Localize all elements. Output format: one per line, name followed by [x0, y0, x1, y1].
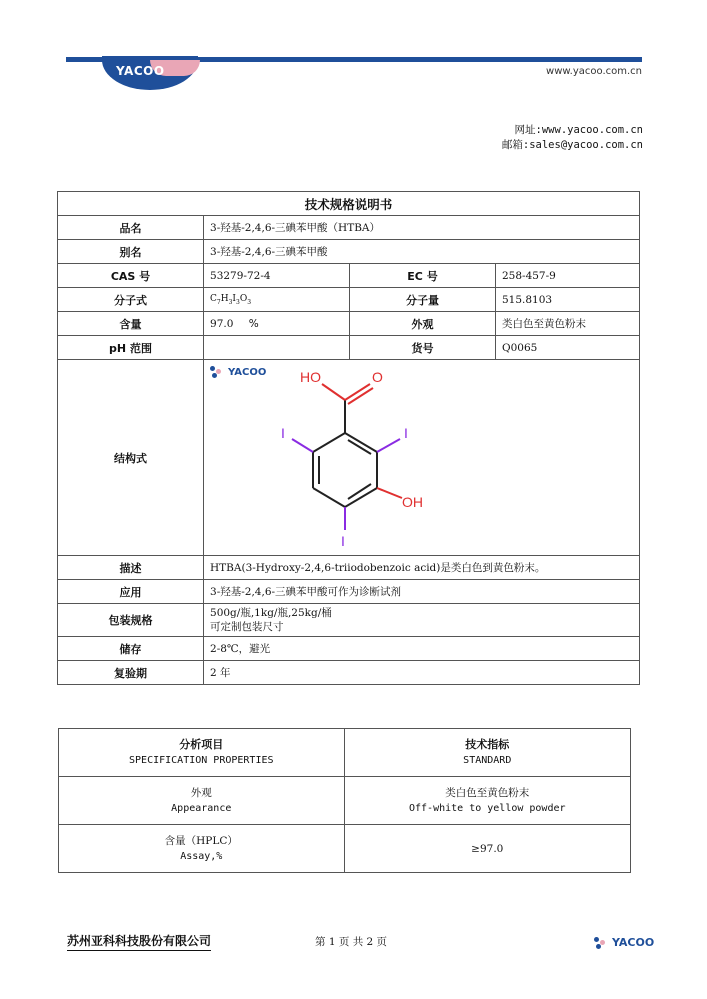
footer-logo-text: YACOO: [612, 936, 655, 949]
storage-value: 2-8℃，避光: [204, 637, 640, 661]
analysis-row: [59, 777, 631, 825]
analysis-item-en: Appearance: [171, 802, 232, 814]
description-label: 描述: [58, 556, 204, 580]
logo-dots-icon: [210, 366, 226, 378]
formula-i: I: [232, 293, 236, 304]
atom-oh-label: OH: [402, 494, 424, 510]
item-no-value: Q0065: [495, 336, 639, 360]
product-name-value: 3-羟基-2,4,6-三碘苯甲酸（HTBA）: [204, 216, 640, 240]
content-unit: %: [248, 317, 259, 330]
appearance-value: 类白色至黄色粉末: [495, 312, 639, 336]
footer-logo: [594, 936, 654, 949]
footer-page-number: 第 1 页 共 2 页: [315, 936, 388, 948]
analysis-item-cn: 外观: [190, 786, 212, 799]
atom-i-left-label: I: [281, 425, 285, 441]
atom-o-label: O: [372, 369, 383, 385]
cas-label: CAS 号: [58, 264, 204, 288]
application-label: 应用: [58, 580, 204, 604]
structure-cell: [204, 360, 640, 556]
formula-h: H: [220, 293, 229, 304]
formula-c-count: 7: [216, 298, 221, 306]
formula-h-count: 3: [228, 298, 233, 306]
structure-label: 结构式: [58, 360, 204, 556]
ec-label: EC 号: [350, 264, 496, 288]
header-site-url[interactable]: www.yacoo.com.cn: [546, 66, 642, 77]
storage-label: 储存: [58, 637, 204, 661]
retest-value: 2 年: [204, 661, 640, 685]
cas-value: 53279-72-4: [204, 264, 350, 288]
structure-diagram: [204, 360, 636, 555]
analysis-header-standard: [344, 729, 630, 777]
analysis-row-standard: [344, 777, 630, 825]
analysis-header-item-cn: 分析项目: [179, 737, 224, 751]
application-value: 3-羟基-2,4,6-三碘苯甲酸可作为诊断试剂: [204, 580, 640, 604]
package-line-1: 500g/瓶,1kg/瓶,25kg/桶: [210, 607, 332, 619]
package-label: 包装规格: [58, 604, 204, 637]
item-no-label: 货号: [350, 336, 496, 360]
footer-logo-dots-icon: [594, 937, 610, 949]
analysis-item-cn: 含量（HPLC）: [164, 834, 238, 847]
atom-i-bottom-label: I: [341, 533, 345, 549]
analysis-row-standard: [344, 825, 630, 873]
retest-label: 复验期: [58, 661, 204, 685]
spec-title: 技术规格说明书: [58, 192, 640, 216]
description-value: HTBA(3-Hydroxy-2,4,6-triiodobenzoic acid)是类白色到黄色粉末。: [204, 556, 640, 580]
analysis-row-item: [59, 777, 345, 825]
content-value: 97.0: [210, 317, 234, 330]
analysis-item-en: Assay,%: [180, 850, 223, 862]
ph-label: pH 范围: [58, 336, 204, 360]
formula-c: C: [210, 293, 217, 304]
ec-value: 258-457-9: [495, 264, 639, 288]
formula-label: 分子式: [58, 288, 204, 312]
header-logo-text: YACOO: [116, 64, 165, 78]
atom-ho-label: HO: [300, 369, 322, 385]
mw-value: 515.8103: [495, 288, 639, 312]
analysis-standard-cn: 类白色至黄色粉末: [445, 786, 530, 799]
analysis-table: [58, 728, 631, 873]
package-line-2: 可定制包装尺寸: [210, 621, 284, 633]
contact-website[interactable]: 网址:www.yacoo.com.cn: [514, 124, 643, 136]
appearance-label: 外观: [350, 312, 496, 336]
analysis-standard-en: Off-white to yellow powder: [408, 802, 566, 814]
analysis-row-item: [59, 825, 345, 873]
content-cell: [204, 312, 350, 336]
atom-i-right-label: I: [404, 425, 408, 441]
structure-logo-text: YACOO: [228, 366, 267, 378]
formula-value: [204, 288, 350, 312]
spec-table: [57, 191, 640, 685]
alias-value: 3-羟基-2,4,6-三碘苯甲酸: [204, 240, 640, 264]
analysis-header-item: [59, 729, 345, 777]
formula-i-count: 3: [235, 298, 240, 306]
structure-logo: [210, 366, 266, 378]
analysis-standard-cn: ≥97.0: [471, 842, 504, 855]
analysis-row: [59, 825, 631, 873]
contact-email[interactable]: 邮箱:sales@yacoo.com.cn: [501, 139, 643, 151]
analysis-header-item-en: SPECIFICATION PROPERTIES: [129, 754, 274, 766]
formula-o: O: [239, 293, 248, 304]
footer-company: 苏州亚科科技股份有限公司: [67, 932, 211, 951]
package-value: [204, 604, 640, 637]
ph-value: [204, 336, 350, 360]
formula-o-count: 3: [247, 298, 252, 306]
content-label: 含量: [58, 312, 204, 336]
alias-label: 别名: [58, 240, 204, 264]
product-name-label: 品名: [58, 216, 204, 240]
mw-label: 分子量: [350, 288, 496, 312]
analysis-header-standard-en: STANDARD: [463, 754, 512, 766]
analysis-header-standard-cn: 技术指标: [465, 737, 510, 751]
